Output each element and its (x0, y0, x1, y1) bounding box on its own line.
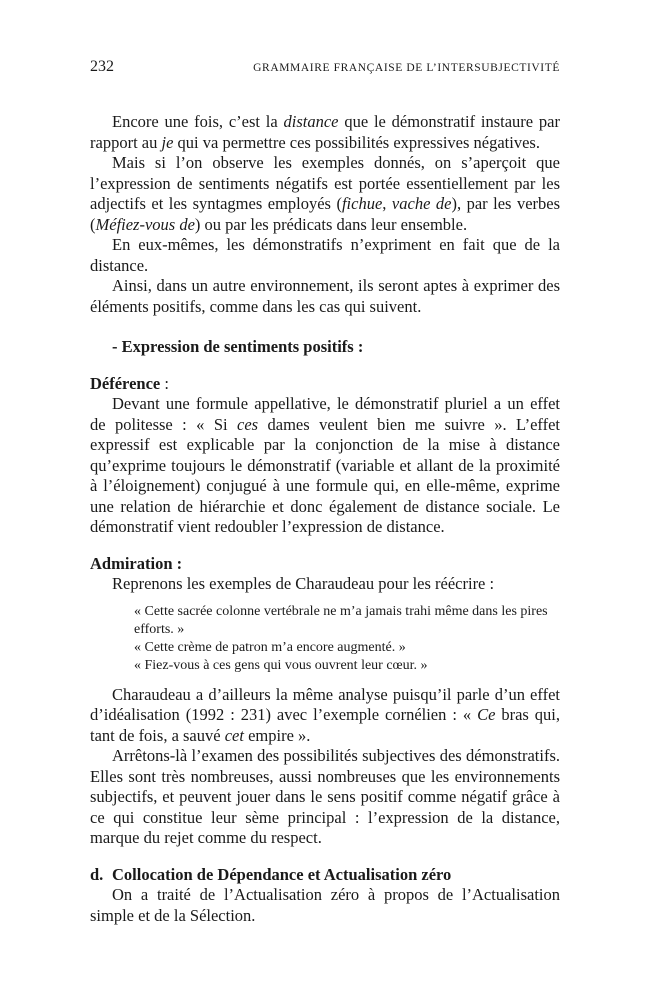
italic-term: ces (237, 414, 259, 434)
admiration-label: Admiration : (90, 553, 183, 573)
quote-line: « Cette crème de patron m’a encore augmenté. » (134, 639, 406, 655)
page-number: 232 (90, 58, 114, 75)
subheading: - Expression de sentiments positifs : (112, 337, 364, 356)
quote-line: « Cette sacrée colonne vertébrale ne m’a jamais trahi même dans les pires efforts. » (134, 603, 548, 637)
deference-label (90, 374, 560, 395)
text-run: , (382, 194, 392, 213)
paragraph: Reprenons les exemples de Charaudeau pour les réécrire : (112, 574, 495, 593)
text-run: ), par les verbes ( (90, 194, 561, 234)
section-heading (90, 865, 560, 886)
italic-term: vache de (391, 194, 452, 213)
italic-term: Ce (477, 705, 496, 724)
paragraph (90, 685, 560, 747)
text-run: que le démonstratif instaure par rapport au (90, 112, 560, 152)
section-number: d. (90, 864, 104, 884)
page-body (90, 112, 560, 926)
paragraph (90, 112, 560, 153)
label-text: Déférence (90, 373, 161, 393)
text-run: empire ». (243, 725, 311, 745)
paragraph (90, 394, 560, 538)
italic-term: distance (283, 112, 339, 131)
quote-line: « Fiez-vous à ces gens qui vous ouvrent leur cœur. » (134, 657, 428, 673)
paragraph: Ainsi, dans un autre environnement, ils seront aptes à exprimer des éléments positifs, comme dans les cas qui suivent. (90, 276, 560, 316)
text-run: ) ou par les prédicats dans leur ensemble. (194, 214, 468, 234)
italic-term: fichue (341, 194, 383, 213)
text-run: qui va permettre ces possibilités expressives négatives. (173, 132, 540, 152)
italic-term: cet (224, 725, 244, 745)
text-run: Charaudeau a d’ailleurs la même analyse puisqu’il parle d’un effet d’idéalisation (1992 : 231) avec l’exemple cornélien : « (90, 684, 560, 724)
italic-term: Méfiez-vous de (95, 214, 195, 234)
paragraph: Arrêtons-là l’examen des possibilités subjectives des démonstratifs. Elles sont très nombreuses, aussi nombreuses que les environnements subjectifs, et peuvent jouer dans le sens positif comme négatif grâce à ce qui constitue leur sème principal : l’expression de la distance, marque du rejet comme du respect. (90, 746, 560, 847)
text-run: Mais si l’on observe les exemples donnés, on s’aperçoit que l’expression de sentiments négatifs est portée essentiellement par les adjectifs et les syntagmes employés ( (90, 153, 560, 213)
paragraph: En eux-mêmes, les démonstratifs n’expriment en fait que de la distance. (90, 235, 560, 275)
quote-block (134, 603, 560, 675)
section-title: Collocation de Dépendance et Actualisation zéro (112, 864, 452, 884)
italic-term: je (161, 132, 174, 152)
label-colon: : (160, 373, 169, 393)
running-title: GRAMMAIRE FRANÇAISE DE L’INTERSUBJECTIVITÉ (253, 62, 560, 74)
text-run: dames veulent bien me suivre ». L’effet expressif est explicable par la conjonction de la mise à distance qu’exprime toujours le démonstratif (variable et allant de la proximité à l’éloignement) conjugué à une formule qui, en elle-même, exprime une relation de hiérarchie et donc également de distance sociale. Le démonstratif vient redoubler l’expression de distance. (90, 414, 560, 536)
paragraph: On a traité de l’Actualisation zéro à propos de l’Actualisation simple et de la Sélection. (90, 885, 560, 925)
text-run: Devant une formule appellative, le démonstratif pluriel a un effet de politesse : « Si (90, 394, 560, 434)
text-run: Encore une fois, c’est la (112, 112, 284, 131)
page-header (90, 58, 560, 76)
text-run: bras qui, tant de fois, a sauvé (90, 705, 560, 745)
paragraph (90, 153, 560, 235)
